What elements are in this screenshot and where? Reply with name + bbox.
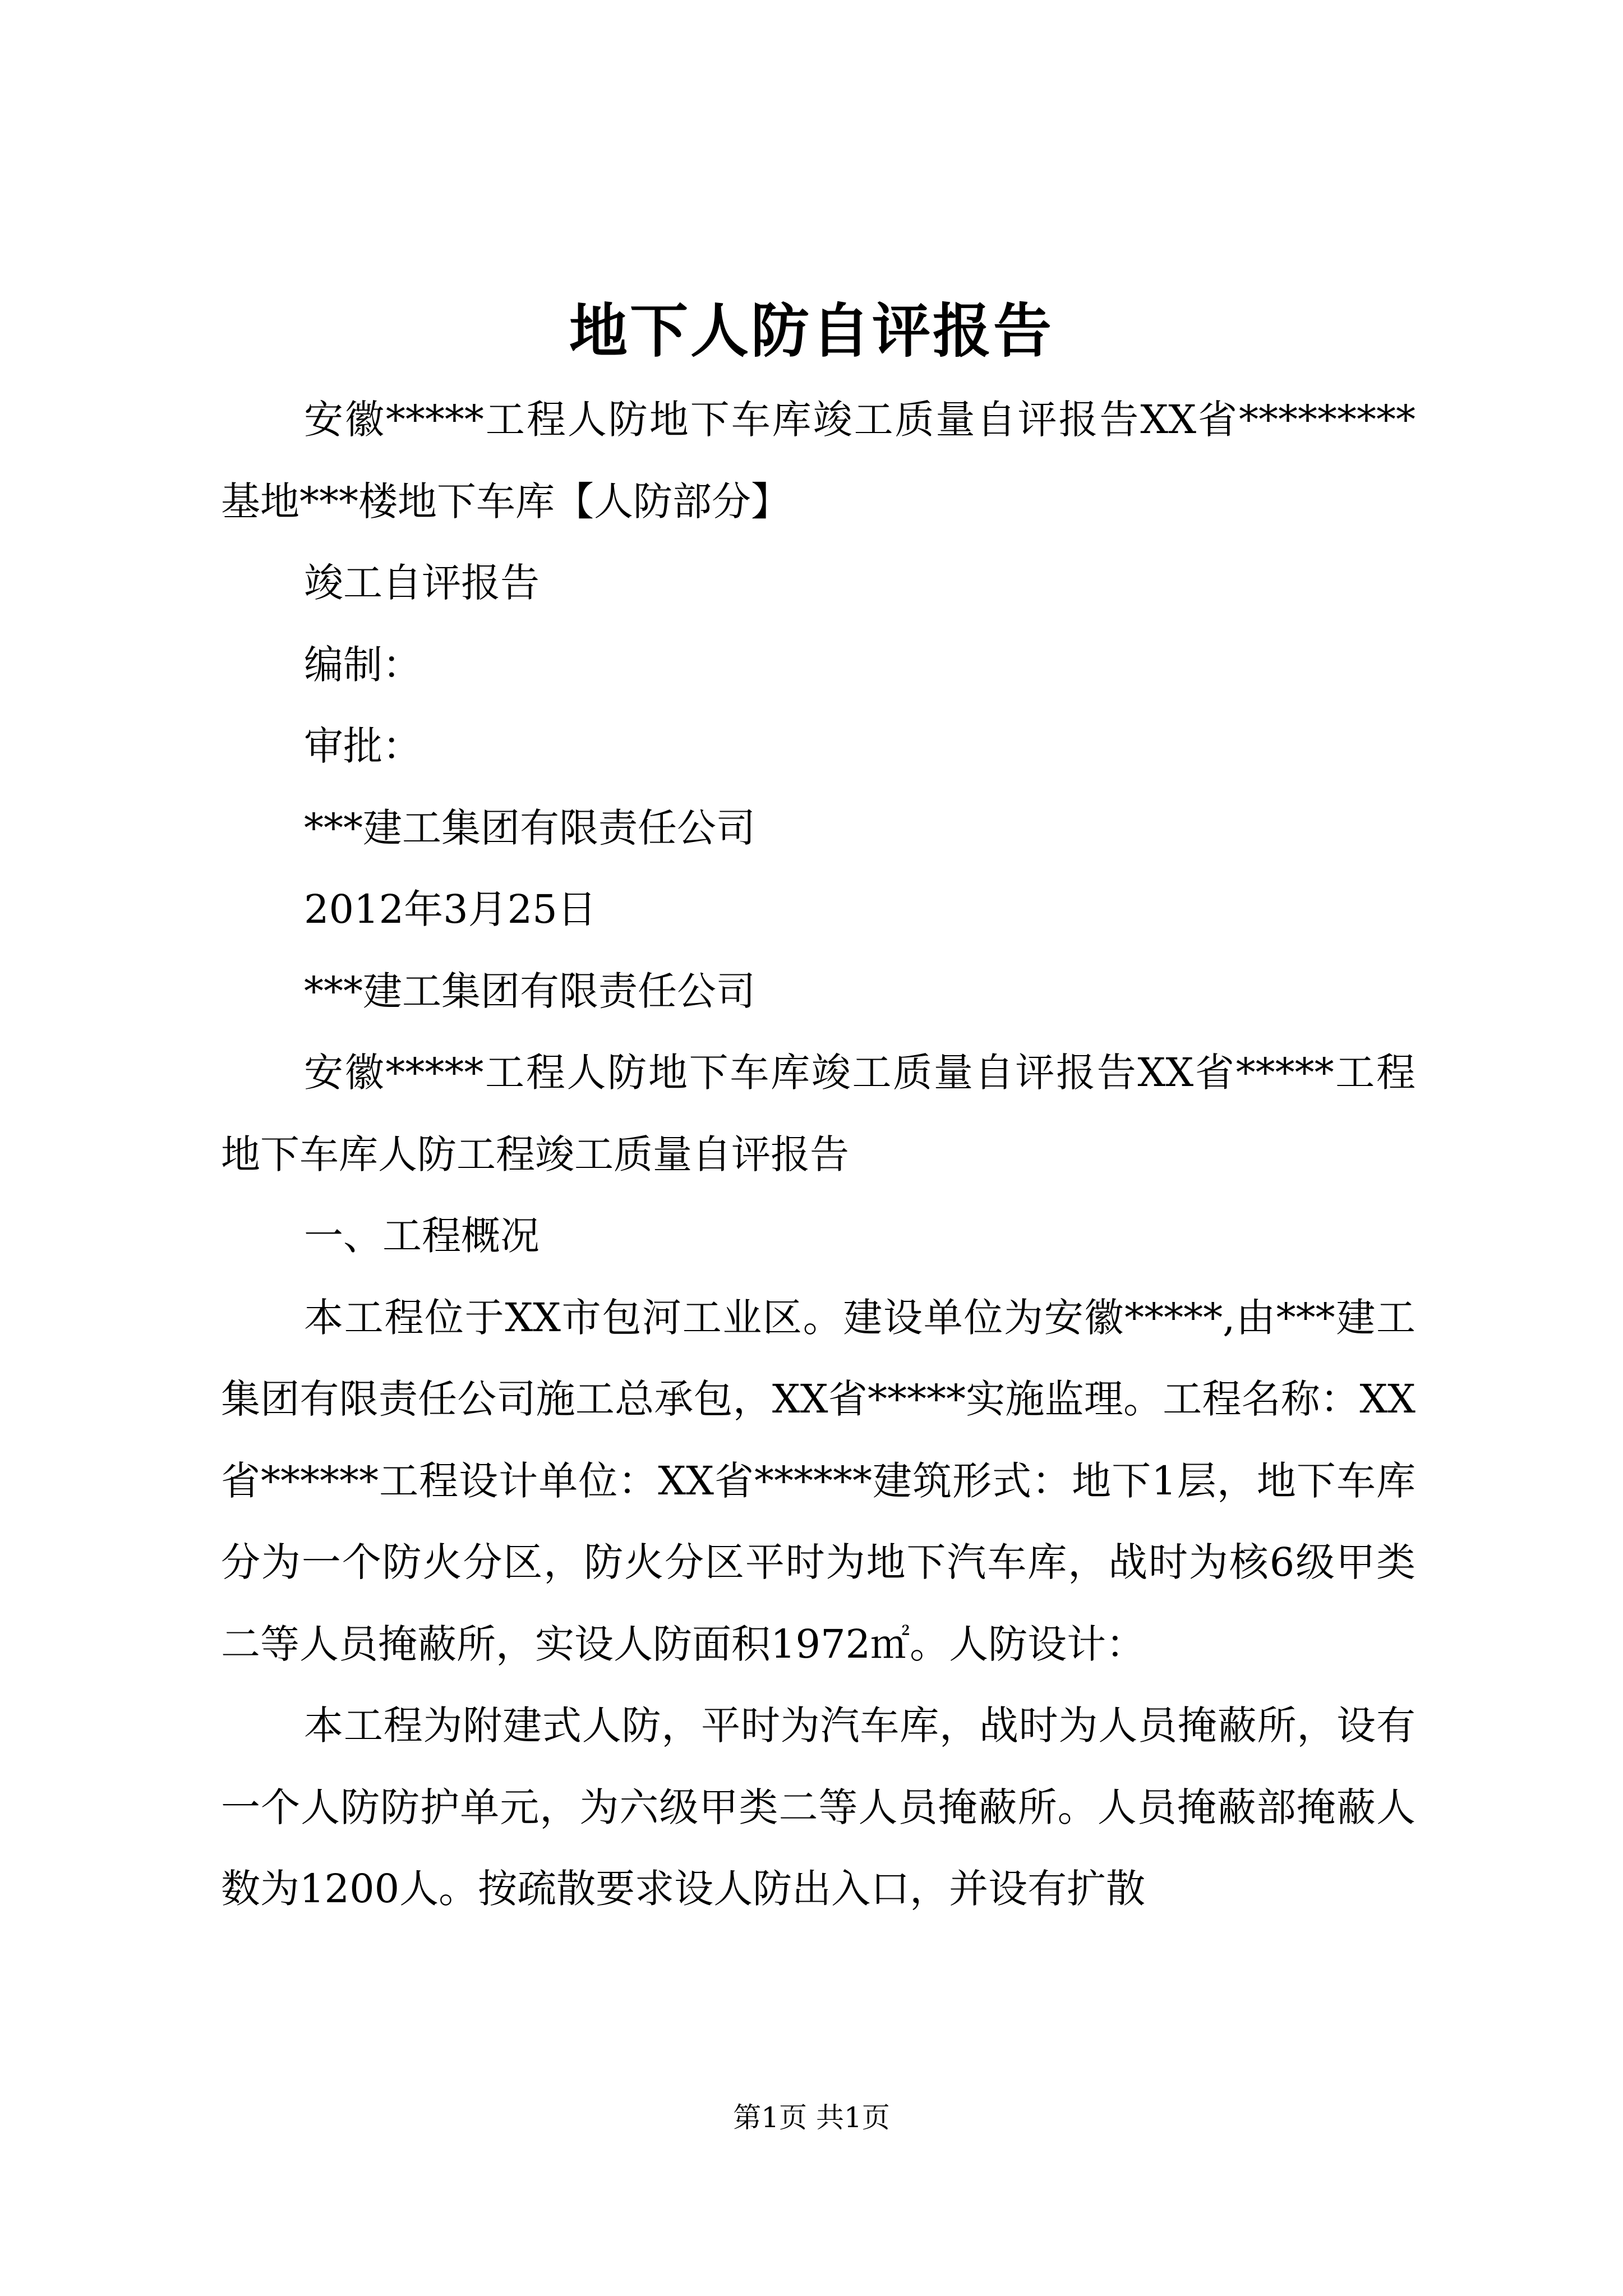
document-body: [221, 379, 1415, 1930]
paragraph-prepared-by: 编制：: [304, 641, 422, 688]
section-heading-overview: 一、工程概况: [304, 1213, 540, 1259]
paragraph-report-heading-repeat: 安徽*****工程人防地下车库竣工质量自评报告XX省*****工程地下车库人防工程竣工质量自评报告: [221, 1050, 1415, 1177]
paragraph-date: 2012年3月25日: [304, 886, 597, 932]
paragraph-approved-by: 审批：: [304, 723, 422, 769]
paragraph-report-heading: 安徽*****工程人防地下车库竣工质量自评报告XX省*********基地***楼地下车库【人防部分】: [221, 397, 1415, 524]
paragraph-project-overview: 本工程位于XX市包河工业区。建设单位为安徽*****,由***建工集团有限责任公司施工总承包，XX省*****实施监理。工程名称：XX省******工程设计单位：XX省******建筑形式：地下1层，地下车库分为一个防火分区，防火分区平时为地下汽车库，战时为核6级甲类二等人员掩蔽所，实设人防面积1972㎡。人防设计：: [221, 1294, 1415, 1667]
page-footer: 第1页 共1页: [733, 2101, 890, 2134]
paragraph-company-repeat: ***建工集团有限责任公司: [304, 968, 755, 1014]
paragraph-company: ***建工集团有限责任公司: [304, 804, 755, 851]
paragraph-civil-defense-design: 本工程为附建式人防，平时为汽车库，战时为人员掩蔽所，设有一个人防防护单元，为六级甲类二等人员掩蔽所。人员掩蔽部掩蔽人数为1200人。按疏散要求设人防出入口，并设有扩散: [221, 1703, 1415, 1912]
paragraph-report-subtitle: 竣工自评报告: [304, 560, 540, 606]
document-title: 地下人防自评报告: [569, 296, 1054, 365]
